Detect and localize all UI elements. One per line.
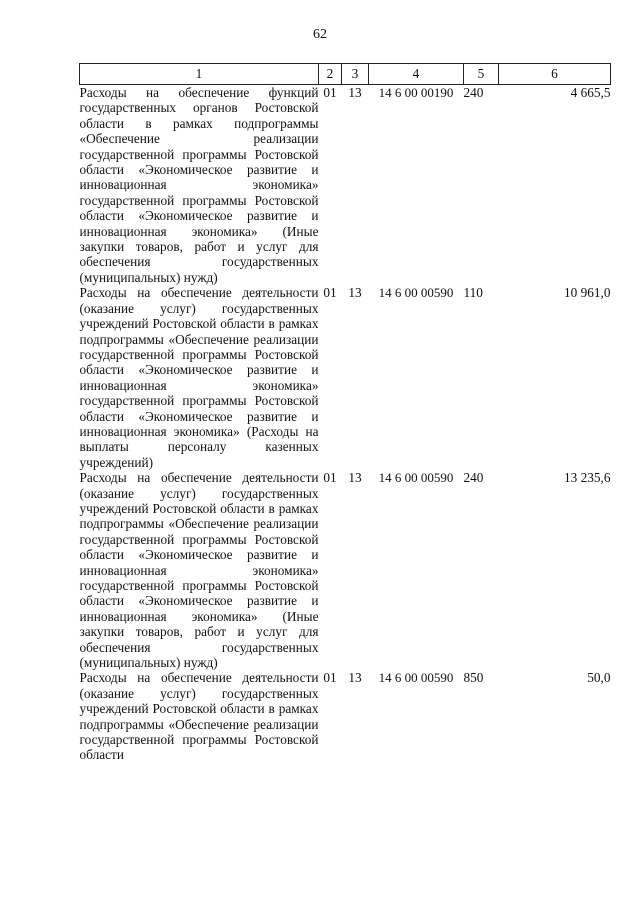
row-expense-type: 240	[463, 85, 484, 100]
row-target-code: 14 6 00 00590	[378, 285, 454, 301]
column-header-2: 2	[319, 64, 342, 85]
column-header-3: 3	[342, 64, 369, 85]
row-section: 01	[323, 85, 337, 100]
table-row	[80, 85, 611, 286]
column-header-6: 6	[499, 64, 611, 85]
row-description: Расходы на обеспечение деятельности (оказание услуг) государственных учреждений Ростовской области в рамках подпрограммы «Обеспечение реализации государственной программы Ростовской области «Экономическое развитие и инновационная экономика» государственной программы Ростовской области «Экономическое развитие и инновационная экономика» (Иные закупки товаров, работ и услуг для обеспечения государственных (муниципальных) нужд)	[79, 470, 319, 671]
row-expense-type: 110	[463, 285, 483, 301]
row-description: Расходы на обеспечение деятельности (оказание услуг) государственных учреждений Ростовской области в рамках подпрограммы «Обеспечение реализации государственной программы Ростовской области	[79, 670, 319, 763]
row-target-code: 14 6 00 00190	[378, 85, 454, 100]
budget-table	[79, 63, 611, 763]
row-amount: 4 665,5	[570, 85, 611, 100]
row-expense-type: 240	[463, 470, 484, 486]
column-header-4: 4	[369, 64, 464, 85]
row-section: 01	[323, 285, 337, 301]
column-header-1: 1	[80, 64, 319, 85]
row-subsection: 13	[348, 285, 362, 301]
row-target-code: 14 6 00 00590	[378, 670, 454, 686]
row-section: 01	[323, 670, 337, 686]
row-amount: 13 235,6	[563, 470, 611, 486]
column-header-5: 5	[464, 64, 499, 85]
row-section: 01	[323, 470, 337, 486]
page-number: 62	[313, 27, 327, 42]
table-row	[80, 285, 611, 470]
row-target-code: 14 6 00 00590	[378, 470, 454, 486]
table-row	[80, 670, 611, 762]
row-expense-type: 850	[463, 670, 484, 686]
row-subsection: 13	[348, 470, 362, 486]
table-header-row	[80, 64, 611, 85]
row-description: Расходы на обеспечение деятельности (оказание услуг) государственных учреждений Ростовской области в рамках подпрограммы «Обеспечение реализации государственной программы Ростовской области «Экономическое развитие и инновационная экономика» государственной программы Ростовской области «Экономическое развитие и инновационная экономика» (Расходы на выплаты персоналу казенных учреждений)	[79, 285, 319, 470]
row-subsection: 13	[348, 85, 362, 100]
row-amount: 50,0	[587, 670, 611, 686]
row-amount: 10 961,0	[563, 285, 611, 301]
table-row	[80, 470, 611, 670]
row-description: Расходы на обеспечение функций государственных органов Ростовской области в рамках подпрограммы «Обеспечение реализации государственной программы Ростовской области «Экономическое развитие и инновационная экономика» государственной программы Ростовской области «Экономическое развитие и инновационная экономика» (Иные закупки товаров, работ и услуг для обеспечения государственных (муниципальных) нужд)	[79, 85, 319, 285]
row-subsection: 13	[348, 670, 362, 686]
